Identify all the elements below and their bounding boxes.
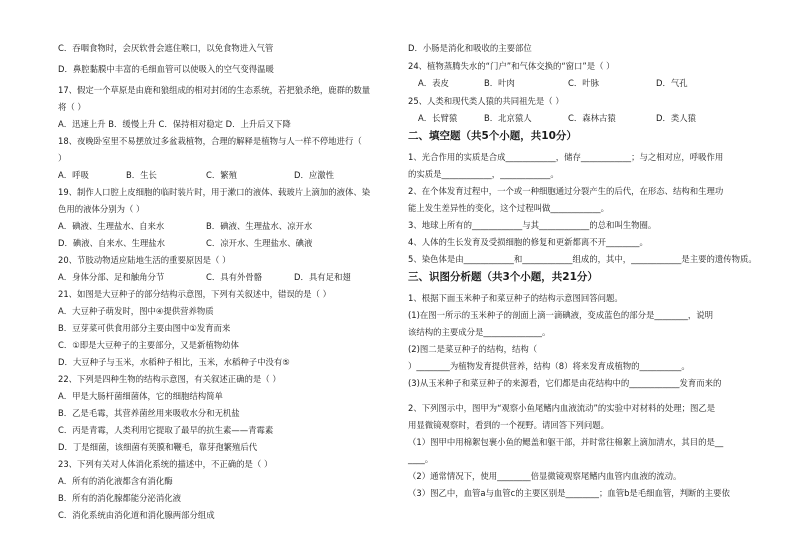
question-24-stem: 24、植物蒸腾失水的“门户”和气体交换的“窗口”是（ ） (408, 61, 615, 71)
fill-3: 3、地球上所有的____________与其____________的总和叫生物圈。 (408, 220, 657, 230)
analysis-1-q2-line-2: ）________为植物发育提供营养，结构（8）将来发育成植物的__________。 (408, 361, 690, 371)
analysis-1-q3: (3)从玉米种子和菜豆种子的来源看，它们都是由花结构中的____________发育而来的 (408, 378, 722, 388)
option-a: A．长臂猿 (418, 113, 458, 123)
question-17-options: A．迅速上升 B．缓慢上升 C．保持相对稳定 D．上升后又下降 (58, 119, 291, 129)
fill-1-line-1: 1、光合作用的实质是合成____________，储存____________；与之相对应，呼吸作用 (408, 152, 724, 162)
question-17-stem-cont: 将（ ） (58, 102, 86, 112)
question-22-option-c: C．丙是青霉，人类利用它提取了最早的抗生素——青霉素 (58, 425, 274, 435)
analysis-2-stem-line-2: 用显微镜观察时，看到的一个视野。请回答下列问题。 (408, 420, 609, 430)
question-19-stem: 19、制作人口腔上皮细胞的临时装片时，用于漱口的液体、载玻片上滴加的液体、染 (58, 187, 371, 197)
option-d: D．类人猿 (656, 113, 696, 123)
question-22-stem: 22、下列是四种生物的结构示意图，有关叙述正确的是（ ） (58, 374, 281, 384)
analysis-2-q1-line-1: （1）图甲中用棉絮包裹小鱼的鳃盖和躯干部，并时常往棉絮上滴加清水，其目的是__ (408, 437, 724, 447)
question-25-stem: 25、人类和现代类人猿的共同祖先是（ ） (408, 96, 564, 106)
question-16-option-d: D．鼻腔黏膜中丰富的毛细血管可以使吸入的空气变得温暖 (58, 64, 274, 74)
option-c: C．凉开水、生理盐水、碘液 (206, 238, 313, 248)
option-a: A．表皮 (418, 78, 449, 88)
option-d: D．气孔 (656, 78, 688, 88)
section-3-title: 三、识图分析题（共3个小题，共21分） (408, 271, 598, 283)
question-21-stem: 21、如图是大豆种子的部分结构示意图，下列有关叙述中，错误的是（ ） (58, 289, 331, 299)
section-2-title: 二、填空题（共5个小题，共10分） (408, 130, 577, 142)
question-22-option-a: A．甲是大肠杆菌细菌体，它的细胞结构简单 (58, 391, 223, 401)
question-22-option-b: B．乙是毛霉，其营养菌丝用来吸收水分和无机盐 (58, 408, 240, 418)
question-21-option-c: C．①即是大豆种子的主要部分，又是新植物幼体 (58, 340, 239, 350)
option-b: B．碘液、生理盐水、凉开水 (206, 221, 313, 231)
question-23-option-a: A．所有的消化液都含有消化酶 (58, 476, 173, 486)
analysis-2-stem-line-1: 2、下列图示中，图甲为“观察小鱼尾鳍内血液流动”的实验中对材料的处理；图乙是 (408, 403, 716, 413)
question-20-stem: 20、节肢动物适应陆地生活的重要原因是（ ） (58, 255, 231, 265)
analysis-1-q1-line-2: 该结构的主要成分是______________。 (408, 327, 551, 337)
option-a: A．呼吸 (58, 170, 89, 180)
option-a: A．身体分部、足和触角分节 (58, 272, 165, 282)
question-18-stem: 18、夜晚卧室里不易摆放过多盆栽植物，合理的解释是植物与人一样不停地进行（ (58, 136, 362, 146)
question-21-option-b: B．豆芽菜可供食用部分主要由图中①发育而来 (58, 323, 231, 333)
question-16-option-c: C．吞咽食物时，会厌软骨会遮住喉口，以免食物进入气管 (58, 43, 274, 53)
question-17-stem: 17、假定一个草原是由鹿和狼组成的相对封闭的生态系统，若把狼杀绝，鹿群的数量 (58, 85, 371, 95)
analysis-2-q3: （3）图乙中，血管a与血管c的主要区别是________；血管b是毛细血管，判断的主要依 (408, 488, 730, 498)
option-d: D．应激性 (294, 170, 334, 180)
analysis-2-q2: （2）通常情况下，使用________倍显微镜观察尾鳍内血管内血液的流动。 (408, 471, 682, 481)
option-d: D．具有足和翅 (294, 272, 351, 282)
analysis-1-stem: 1、根据下面玉米种子和菜豆种子的结构示意图回答问题。 (408, 293, 623, 303)
analysis-2-q1-line-2: ____。 (408, 454, 434, 464)
option-c: C．森林古猿 (568, 113, 616, 123)
fill-1-line-2: 的实质是____________，____________。 (408, 169, 559, 179)
question-21-option-d: D．大豆种子与玉米，水稻种子相比，玉米，水稻种子中没有⑤ (58, 357, 290, 367)
fill-2-line-2: 能上发生差异性的变化，这个过程叫做____________。 (408, 203, 609, 213)
question-18-stem-cont: ） (58, 153, 67, 163)
option-c: C．繁殖 (206, 170, 237, 180)
option-a: A．碘液、生理盐水、自来水 (58, 221, 165, 231)
fill-2-line-1: 2、在个体发育过程中，一个或一种细胞通过分裂产生的后代，在形态、结构和生理功 (408, 186, 724, 196)
option-c: C．具有外骨骼 (206, 272, 263, 282)
question-21-option-a: A．大豆种子萌发时，图中④提供营养物质 (58, 306, 214, 316)
option-d: D．碘液、自来水、生理盐水 (58, 238, 165, 248)
question-22-option-d: D．丁是细菌，该细菌有荚膜和鞭毛，靠芽孢繁殖后代 (58, 442, 258, 452)
analysis-1-q2-line-1: (2)图二是菜豆种子的结构，结构（ (408, 344, 538, 354)
option-b: B．叶肉 (484, 78, 515, 88)
question-23-option-c: C．消化系统由消化道和消化腺两部分组成 (58, 510, 215, 520)
question-23-stem: 23、下列有关对人体消化系统的描述中，不正确的是（ ） (58, 459, 273, 469)
option-c: C．叶脉 (568, 78, 599, 88)
analysis-1-q1-line-1: (1)在图一所示的玉米种子的剖面上滴一滴碘液，变成蓝色的部分是________，说明 (408, 310, 713, 320)
question-19-stem-cont: 色用的液体分别为（ ） (58, 204, 145, 214)
question-23-option-b: B．所有的消化腺都能分泌消化液 (58, 493, 181, 503)
option-b: B．北京猿人 (484, 113, 532, 123)
option-b: B．生长 (126, 170, 157, 180)
fill-5: 5、染色体是由____________和____________组成的，其中，____________是主要的遗传物质。 (408, 254, 757, 264)
question-23-option-d: D．小肠是消化和吸收的主要部位 (408, 43, 532, 53)
fill-4: 4、人体的生长发育及受损细胞的修复和更新都离不开________。 (408, 237, 648, 247)
